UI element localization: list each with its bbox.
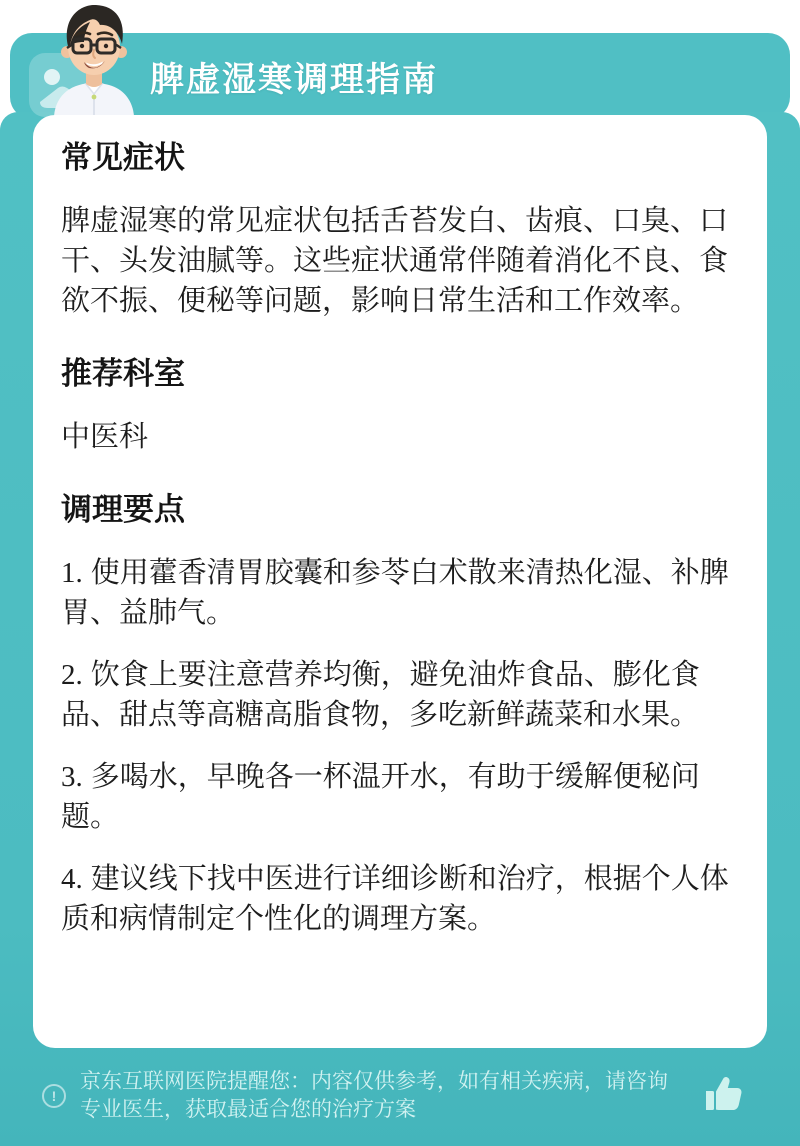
section-heading-key-points: 调理要点 bbox=[61, 491, 185, 527]
info-icon: ! bbox=[42, 1084, 66, 1108]
list-item-number: 2. bbox=[61, 658, 83, 691]
list-item-text: 建议线下找中医进行详细诊断和治疗，根据个人体质和病情制定个性化的调理方案。 bbox=[61, 862, 729, 935]
symptoms-paragraph: 脾虚湿寒的常见症状包括舌苔发白、齿痕、口臭、口干、头发油腻等。这些症状通常伴随着消化不良、食欲不振、便秘等问题，影响日常生活和工作效率。 bbox=[61, 204, 729, 317]
list-item-number: 3. bbox=[61, 760, 83, 793]
section-heading-department: 推荐科室 bbox=[61, 355, 185, 391]
page-title: 脾虚湿寒调理指南 bbox=[150, 60, 438, 99]
doctor-avatar bbox=[46, 2, 142, 121]
department-value: 中医科 bbox=[61, 420, 149, 453]
list-item bbox=[61, 553, 739, 633]
list-item bbox=[61, 859, 739, 939]
list-item-number: 1. bbox=[61, 556, 83, 589]
list-item-text: 饮食上要注意营养均衡，避免油炸食品、膨化食品、甜点等高糖高脂食物，多吃新鲜蔬菜和水果。 bbox=[61, 658, 700, 731]
disclaimer-text: 京东互联网医院提醒您：内容仅供参考，如有相关疾病，请咨询专业医生，获取最适合您的治疗方案 bbox=[80, 1070, 668, 1121]
list-item bbox=[61, 655, 739, 735]
footer-disclaimer-bar bbox=[0, 1052, 800, 1146]
list-item-number: 4. bbox=[61, 862, 83, 895]
thumbs-up-icon[interactable] bbox=[702, 1074, 744, 1119]
content-card bbox=[33, 115, 767, 1048]
list-item-text: 多喝水，早晚各一杯温开水，有助于缓解便秘问题。 bbox=[61, 760, 700, 833]
section-heading-symptoms: 常见症状 bbox=[61, 140, 185, 175]
list-item-text: 使用藿香清胃胶囊和参苓白术散来清热化湿、补脾胃、益肺气。 bbox=[61, 556, 729, 629]
list-item bbox=[61, 757, 739, 837]
